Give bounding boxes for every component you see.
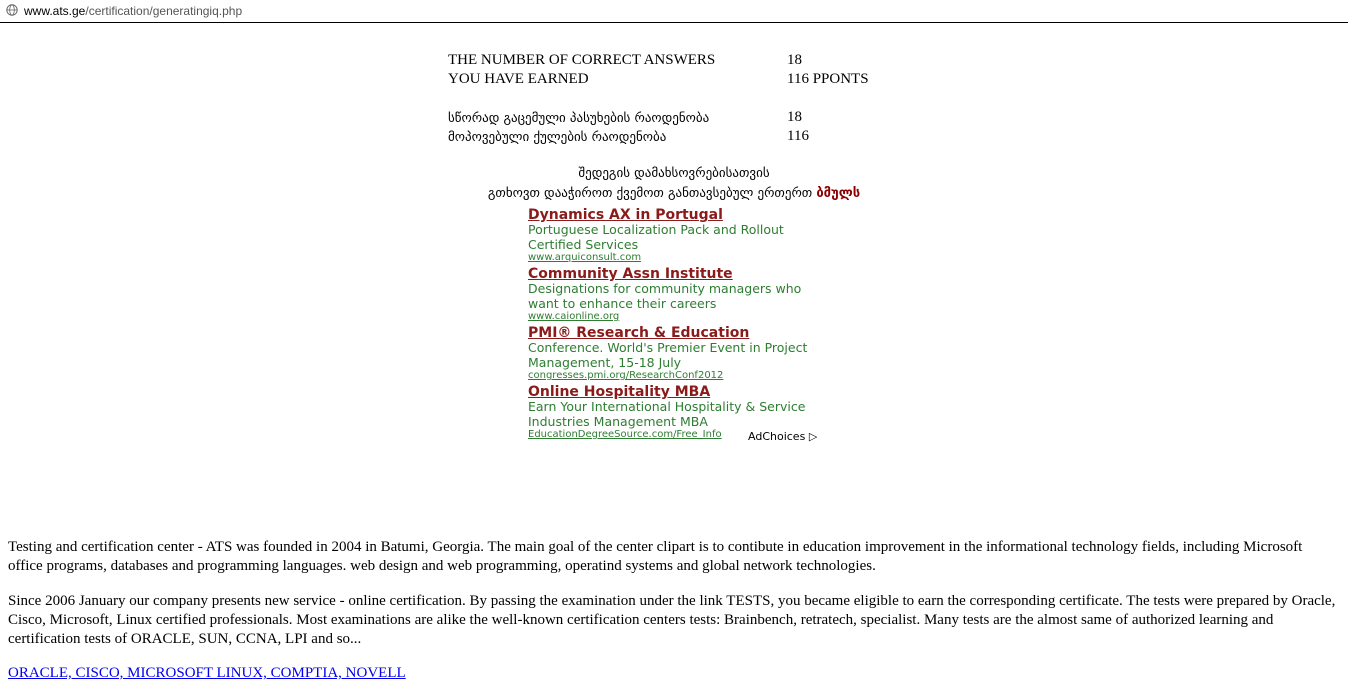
ad-description: Designations for community managers who want to enhance their careers (528, 281, 802, 311)
adchoices-button[interactable] (748, 430, 817, 443)
ad-title-link[interactable]: Community Assn Institute (528, 266, 733, 282)
address-bar[interactable] (0, 0, 1348, 23)
ad-url-link[interactable]: www.caionline.org (528, 311, 620, 322)
ad-url-link[interactable]: EducationDegreeSource.com/Free_Info (528, 429, 722, 440)
remember-link-word: ბმულს (816, 186, 861, 201)
ad-block (528, 207, 828, 443)
geo-points-value: 116 (787, 128, 809, 144)
vendor-links-text[interactable]: ORACLE, CISCO, MICROSOFT LINUX, COMPTIA, NOVELL (8, 665, 406, 681)
remember-line-2-text: გთხოვთ დააჭიროთ ქვემოთ განთავსებულ ერთერთ (487, 186, 813, 201)
geo-correct-label: სწორად გაცემული პასუხების რაოდენობა (448, 111, 710, 126)
globe-icon (6, 4, 18, 16)
ad-description: Portuguese Localization Pack and Rollout Certified Services (528, 222, 784, 252)
ad-item[interactable] (528, 266, 828, 322)
about-paragraph-1: Testing and certification center - ATS was founded in 2004 in Batumi, Georgia. The main goal of the center clipart is to contibute in education improvement in the informational technology fields, including Microsoft office programs, databases and programming languages. web design and web programming, operatind systems and global network technologies. (8, 539, 1303, 574)
ad-title-link[interactable]: PMI® Research & Education (528, 325, 750, 341)
ad-url-link[interactable]: www.arquiconsult.com (528, 252, 642, 263)
remember-line-1: შედეგის დამახსოვრებისათვის (578, 166, 770, 181)
ad-item[interactable] (528, 207, 828, 263)
ad-description: Earn Your International Hospitality & Service Industries Management MBA (528, 399, 806, 429)
earned-value: 116 PPONTS (787, 71, 869, 87)
url-domain: www.ats.ge (24, 4, 86, 18)
correct-answers-value: 18 (787, 52, 802, 68)
url-text[interactable] (24, 0, 242, 22)
url-path: /certification/generatingiq.php (85, 4, 243, 18)
ad-url-link[interactable]: congresses.pmi.org/ResearchConf2012 (528, 370, 724, 381)
about-paragraph-2: Since 2006 January our company presents new service - online certification. By passing the examination under the link TESTS, you became eligible to earn the corresponding certificate. The tests were prepared by Oracle, Cisco, Microsoft, Linux certified professionals. Most examinations are alike the well-known certification centers tests: Brainbench, retratech, specialist. Many tests are the almost same of authorized learning and certification tests of ORACLE, SUN, CCNA, LPI and so... (8, 593, 1336, 647)
vendor-links[interactable] (8, 664, 406, 683)
ad-item[interactable] (528, 325, 828, 381)
adchoices-triangle-icon: ▷ (808, 430, 818, 443)
adchoices-label: AdChoices (748, 430, 806, 443)
earned-label: YOU HAVE EARNED (448, 71, 589, 87)
correct-answers-label: THE NUMBER OF CORRECT ANSWERS (448, 52, 716, 68)
ad-title-link[interactable]: Online Hospitality MBA (528, 384, 711, 400)
remember-line-2 (0, 184, 1348, 203)
geo-correct-value: 18 (787, 109, 802, 125)
ad-description: Conference. World's Premier Event in Project Management, 15-18 July (528, 340, 808, 370)
geo-points-label: მოპოვებული ქულების რაოდენობა (448, 130, 667, 145)
ad-title-link[interactable]: Dynamics AX in Portugal (528, 207, 723, 223)
